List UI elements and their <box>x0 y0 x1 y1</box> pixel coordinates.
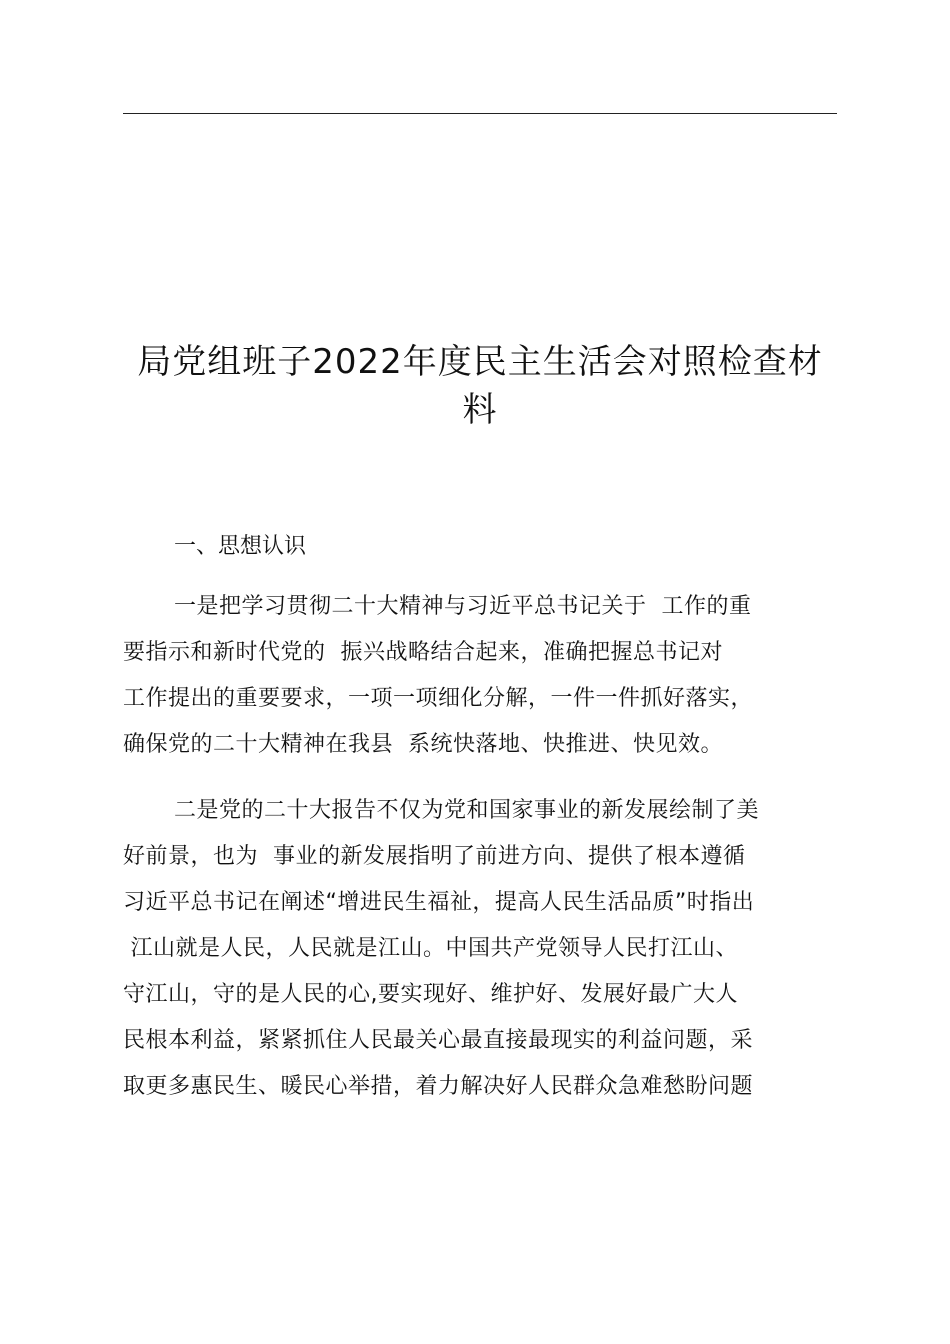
paragraph-line: 工作提出的重要要求，一项一项细化分解，一件一件抓好落实， <box>123 686 754 711</box>
paragraph-line: 取更多惠民生、暖民心举措，着力解决好人民群众急难愁盼问题 <box>123 1074 754 1099</box>
document-title <box>123 338 837 434</box>
paragraph-line: 确保党的二十大精神在我县 系统快落地、快推进、快见效。 <box>123 732 723 757</box>
paragraph-line: 二是党的二十大报告不仅为党和国家事业的新发展绘制了美 <box>174 798 760 823</box>
document-body <box>123 530 837 1130</box>
paragraph-line: 一是把学习贯彻二十大精神与习近平总书记关于 工作的重 <box>174 594 752 619</box>
paragraph-1 <box>123 584 837 768</box>
paragraph-line: 民根本利益，紧紧抓住人民最关心最直接最现实的利益问题，采 <box>123 1028 754 1053</box>
paragraph-line: 守江山，守的是人民的心,要实现好、维护好、发展好最广大人 <box>123 982 738 1007</box>
header-rule <box>123 113 837 114</box>
paragraph-line: 要指示和新时代党的 振兴战略结合起来，准确把握总书记对 <box>123 640 723 665</box>
paragraph-line: 江山就是人民，人民就是江山。中国共产党领导人民打江山、 <box>123 936 738 961</box>
title-line-1: 局党组班子2022年度民主生活会对照检查材 <box>137 342 823 382</box>
section-heading: 一、思想认识 <box>174 534 307 559</box>
paragraph-line: 习近平总书记在阐述“增进民生福祉，提高人民生活品质”时指出 <box>123 890 755 915</box>
title-line-2: 料 <box>462 390 498 430</box>
paragraph-2 <box>123 788 837 1110</box>
paragraph-line: 好前景，也为 事业的新发展指明了前进方向、提供了根本遵循 <box>123 844 746 869</box>
